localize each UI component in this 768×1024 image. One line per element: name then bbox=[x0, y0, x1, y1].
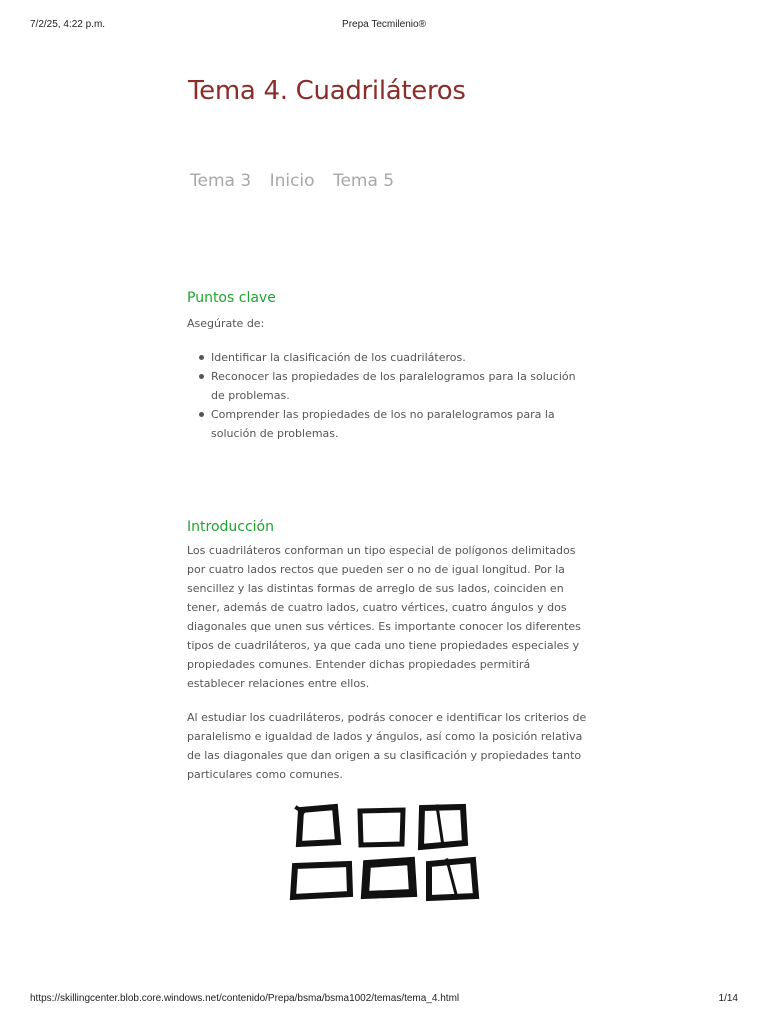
brush-squares-image bbox=[287, 800, 481, 908]
key-points-heading: Puntos clave bbox=[187, 290, 276, 306]
page-title: Tema 4. Cuadriláteros bbox=[188, 76, 466, 106]
home-link[interactable]: Inicio bbox=[269, 171, 315, 191]
prev-topic-link[interactable]: Tema 3 bbox=[190, 171, 252, 191]
key-points-intro: Asegúrate de: bbox=[187, 317, 265, 330]
key-point-item: Reconocer las propiedades de los paralelogramos para la solución de problemas. bbox=[187, 367, 587, 405]
introduction-paragraph: Los cuadriláteros conforman un tipo especial de polígonos delimitados por cuatro lados rectos que pueden ser o no de igual longitud. Por la sencillez y las distintas formas de arreglo de sus lados, coinciden en tener, además de cuatro lados, cuatro vértices, cuatro ángulos y dos diagonales que unen sus vértices. Es importante conocer los diferentes tipos de cuadriláteros, ya que cada uno tiene propiedades especiales y propiedades comunes. Entender dichas propiedades permitirá establecer relaciones entre ellos. bbox=[187, 544, 581, 690]
quadrilaterals-illustration bbox=[287, 800, 481, 908]
print-site-title: Prepa Tecmilenio® bbox=[342, 19, 426, 30]
introduction-heading: Introducción bbox=[187, 519, 274, 535]
print-date: 7/2/25, 4:22 p.m. bbox=[30, 19, 106, 30]
key-point-item: Identificar la clasificación de los cuadriláteros. bbox=[187, 348, 587, 367]
print-header bbox=[30, 19, 738, 33]
page-url: https://skillingcenter.blob.core.windows.net/contenido/Prepa/bsma/bsma1002/temas/tema_4.html bbox=[30, 993, 460, 1004]
key-point-item: Comprender las propiedades de los no paralelogramos para la solución de problemas. bbox=[187, 405, 587, 443]
next-topic-link[interactable]: Tema 5 bbox=[332, 171, 395, 191]
topic-nav bbox=[190, 171, 407, 191]
key-points-list bbox=[187, 348, 587, 443]
introduction-paragraph: Al estudiar los cuadriláteros, podrás conocer e identificar los criterios de paralelismo e igualdad de lados y ángulos, así como la posición relativa de las diagonales que dan origen a su clasificación y propiedades tanto particulares como comunes. bbox=[187, 711, 587, 781]
page-number: 1/14 bbox=[718, 993, 738, 1004]
print-footer bbox=[30, 993, 738, 1007]
